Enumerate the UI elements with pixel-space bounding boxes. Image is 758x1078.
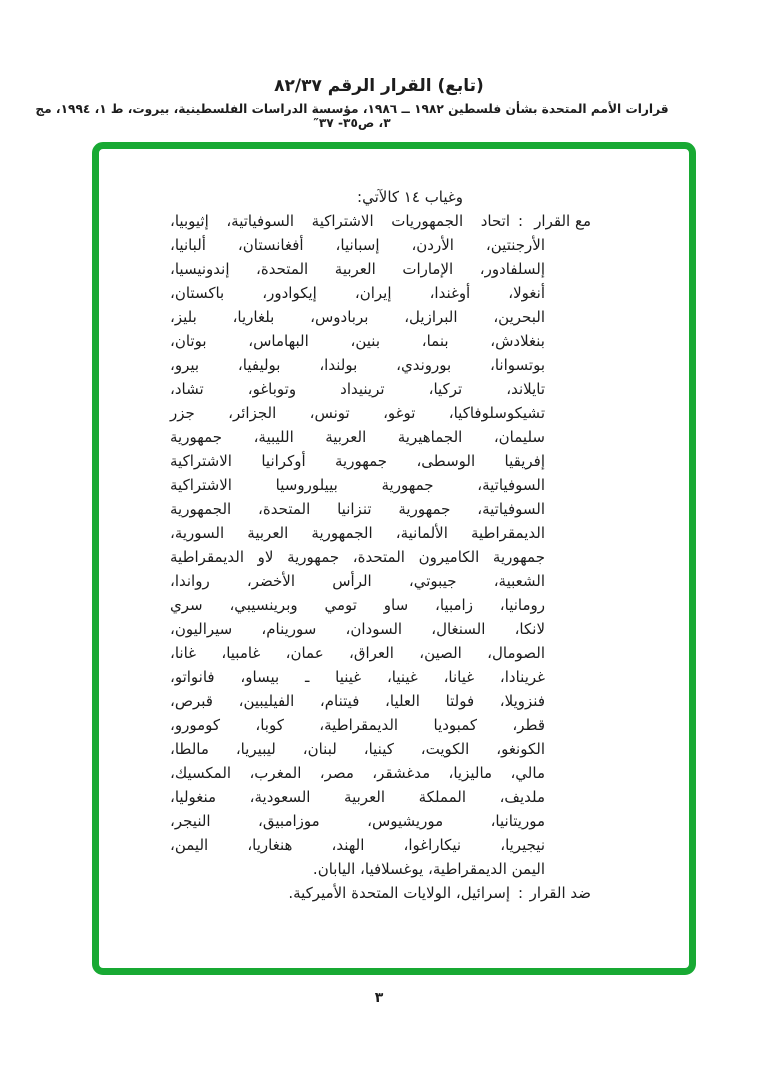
country-line: تشيكوسلوفاكيا، توغو، تونس، الجزائر، جزر [170, 404, 545, 422]
country-line: نيجيريا، نيكاراغوا، الهند، هنغاريا، اليمن، [170, 836, 545, 854]
absent-count-line: وغياب ١٤ كالآتي: [357, 188, 463, 206]
page-number: ٣ [374, 990, 384, 1006]
vote-against-label: ضد القرار [529, 884, 591, 902]
country-line: بوتسوانا، بوروندي، بولندا، بوليفيا، بيرو، [170, 356, 545, 374]
country-list [170, 233, 591, 857]
country-line: بنغلادش، بنما، بنين، البهاماس، بوتان، [170, 332, 545, 350]
country-line: موريتانيا، موريشيوس، موزامبيق، النيجر، [170, 812, 545, 830]
country-line: ملديف، المملكة العربية السعودية، منغوليا، [170, 788, 545, 806]
country-line: إفريقيا الوسطى، جمهورية أوكرانيا الاشتراكية [170, 452, 545, 470]
vote-with-label-cell [510, 209, 591, 233]
country-line: البحرين، البرازيل، بربادوس، بلغاريا، بليز، [170, 308, 545, 326]
country-line: السوفياتية، جمهورية تنزانيا المتحدة، الجمهورية [170, 500, 545, 518]
content-box [92, 142, 696, 975]
country-line: لانكا، السنغال، السودان، سورينام، سيراليون، [170, 620, 545, 638]
country-line: جمهورية الكاميرون المتحدة، جمهورية لاو الديمقراطية [170, 548, 545, 566]
source-citation: قرارات الأمم المتحدة بشأن فلسطين ١٩٨٢ ــ ١٩٨٦، مؤسسة الدراسات الفلسطينية، بيروت، ط ١، ١٩٩٤، مج ٣، ص٣٥- ٣٧″ [35, 102, 669, 130]
vote-against-line [170, 881, 591, 905]
vote-against-colon: : [518, 884, 524, 902]
country-line: الأرجنتين، الأردن، إسبانيا، أفغانستان، ألبانيا، [170, 236, 545, 254]
country-line: رومانيا، زامبيا، ساو تومي وبرينسيبي، سري [170, 596, 545, 614]
country-line: تايلاند، تركيا، ترينيداد وتوباغو، تشاد، [170, 380, 545, 398]
country-line: أنغولا، أوغندا، إيران، إيكوادور، باكستان، [170, 284, 545, 302]
country-line: الشعبية، جيبوتي، الرأس الأخضر، رواندا، [170, 572, 545, 590]
country-line: الديمقراطية الألمانية، الجمهورية العربية السورية، [170, 524, 545, 542]
vote-against-label-cell [510, 881, 591, 905]
country-line: الكونغو، الكويت، كينيا، لبنان، ليبيريا، مالطا، [170, 740, 545, 758]
country-line: إلسلفادور، الإمارات العربية المتحدة، إندونيسيا، [170, 260, 545, 278]
country-line: سليمان، الجماهيرية العربية الليبية، جمهورية [170, 428, 545, 446]
text-column [170, 185, 591, 905]
vote-with-colon: : [518, 212, 524, 230]
country-line: السوفياتية، جمهورية بييلوروسيا الاشتراكية [170, 476, 545, 494]
vote-with-last-line: اليمن الديمقراطية، يوغسلافيا، اليابان. [312, 860, 545, 878]
country-line: فنزويلا، فولتا العليا، فيتنام، الفيليبين، قبرص، [170, 692, 545, 710]
country-line: غرينادا، غيانا، غينيا، غينيا ـ بيساو، فانواتو، [170, 668, 545, 686]
vote-with-label: مع القرار [534, 212, 591, 230]
country-line: الصومال، الصين، العراق، عمان، غامبيا، غانا، [170, 644, 545, 662]
vote-with-paragraph-first-line [170, 209, 591, 233]
vote-against-text: إسرائيل، الولايات المتحدة الأميركية. [288, 884, 510, 902]
country-line: مالي، ماليزيا، مدغشقر، مصر، المغرب، المكسيك، [170, 764, 545, 782]
country-line: قطر، كمبوديا الديمقراطية، كوبا، كومورو، [170, 716, 545, 734]
page-title: (تابع) القرار الرقم ٨٢/٣٧ [274, 76, 484, 96]
country-line: اتحاد الجمهوريات الاشتراكية السوفياتية، إثيوبيا، [170, 212, 510, 230]
